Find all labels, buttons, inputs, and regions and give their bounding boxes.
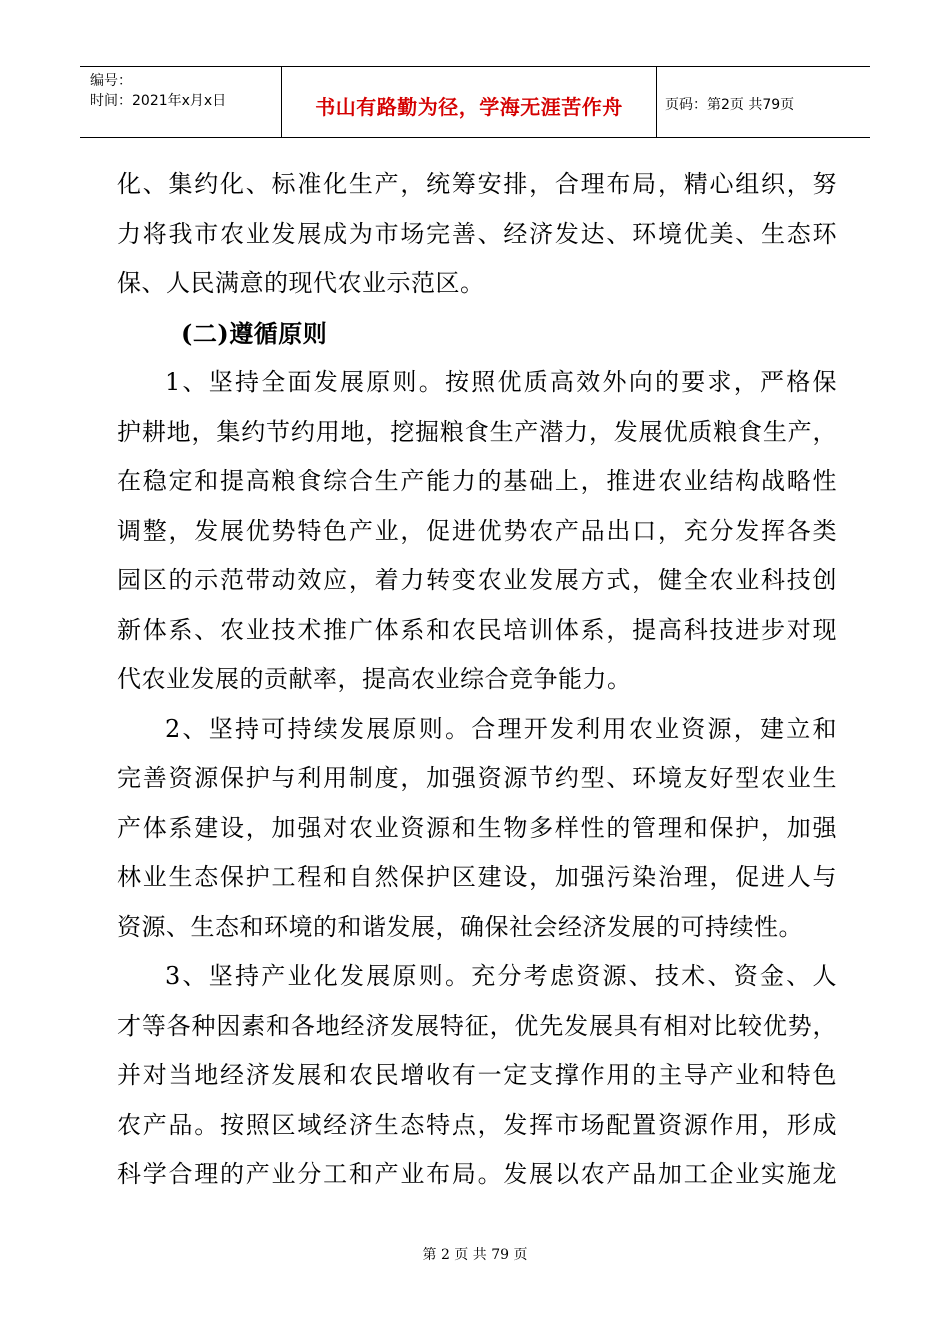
body-text-line: 新体系、农业技术推广体系和农民培训体系，提高科技进步对现 xyxy=(117,615,837,644)
header-meta-cell xyxy=(80,67,282,137)
body-text-line: 园区的示范带动效应，着力转变农业发展方式，健全农业科技创 xyxy=(117,566,837,594)
section-heading: (二)遵循原则 xyxy=(181,318,328,348)
body-text-line: 代农业发展的贡献率，提高农业综合竞争能力。 xyxy=(117,665,632,693)
body-text-line: 完善资源保护与利用制度，加强资源节约型、环境友好型农业生 xyxy=(117,764,837,792)
body-text-line: 农产品。按照区域经济生态特点，发挥市场配置资源作用，形成 xyxy=(117,1110,837,1139)
header-motto-cell xyxy=(282,67,657,137)
header-page-cell xyxy=(657,67,870,137)
body-text-line: 并对当地经济发展和农民增收有一定支撑作用的主导产业和特色 xyxy=(117,1061,837,1089)
body-text-line: 林业生态保护工程和自然保护区建设，加强污染治理，促进人与 xyxy=(117,863,837,891)
document-time-label: 时间：2021年x月x日 xyxy=(90,93,227,109)
body-text-line: 调整，发展优势特色产业，促进优势农产品出口，充分发挥各类 xyxy=(117,516,837,545)
body-text-line: 才等各种因素和各地经济发展特征，优先发展具有相对比较优势， xyxy=(117,1011,837,1040)
body-text-line: 科学合理的产业分工和产业布局。发展以农产品加工企业实施龙 xyxy=(117,1160,837,1188)
body-text-line: 3、坚持产业化发展原则。充分考虑资源、技术、资金、人 xyxy=(165,962,837,990)
body-text-line: 2、坚持可持续发展原则。合理开发利用农业资源，建立和 xyxy=(165,714,837,743)
body-text-line: 产体系建设，加强对农业资源和生物多样性的管理和保护，加强 xyxy=(117,813,837,842)
page-footer: 第 2 页 共 79 页 xyxy=(422,1247,528,1263)
body-text-line: 在稳定和提高粮食综合生产能力的基础上，推进农业结构战略性 xyxy=(117,467,837,495)
body-text-line: 保、人民满意的现代农业示范区。 xyxy=(117,269,485,297)
document-body xyxy=(117,160,837,1200)
body-text-line: 资源、生态和环境的和谐发展，确保社会经济发展的可持续性。 xyxy=(117,912,803,941)
header-page-info: 页码：第2页 共79页 xyxy=(665,97,795,113)
document-header xyxy=(80,66,870,138)
header-motto: 书山有路勤为径，学海无涯苦作舟 xyxy=(315,95,623,119)
body-text-line: 化、集约化、标准化生产，统筹安排，合理布局，精心组织，努 xyxy=(117,170,837,198)
body-text-line: 1、坚持全面发展原则。按照优质高效外向的要求，严格保 xyxy=(165,368,837,396)
body-text-line: 力将我市农业发展成为市场完善、经济发达、环境优美、生态环 xyxy=(117,219,837,248)
body-text-line: 护耕地，集约节约用地，挖掘粮食生产潜力，发展优质粮食生产， xyxy=(117,417,837,446)
document-number-label: 编号： xyxy=(90,73,132,89)
